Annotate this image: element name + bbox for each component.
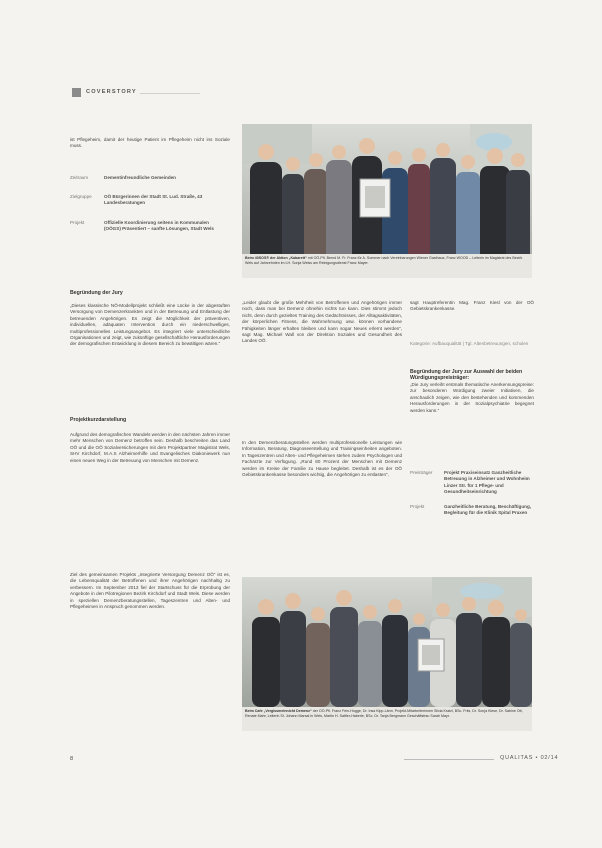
winner-meta bbox=[410, 470, 534, 517]
photo-illustration bbox=[242, 124, 532, 269]
page-number: 8 bbox=[70, 756, 74, 762]
caption-bold: Beim Cafe „Vergissmeinnicht Demenz“ bbox=[245, 709, 312, 713]
body-paragraph: „Dieses klassische NÖ-Modellprojekt schließt eine Lücke in der abgestuften Versorgung von Demenzerkrankten und in der Betreuung und Entlastung der betreuenden Angehörigen. Es zeigt die Möglichkeit der präventiven, individuellen, adäquaten Intervention durch ein niederschwelliges, multiprofessionelles Leistungsangebot. Es integriert viele unterschiedliche Organisationen und zeigt, wie zukünftige gesellschaftliche Herausforderungen der demografischen Entwicklung in diesem Bereich zu bewältigen wären.“ bbox=[70, 303, 230, 347]
photo-caption bbox=[242, 707, 532, 731]
meta-value: Offizielle Koordinierung seitens in Kommunalen (OÖGS) Präsentiert – sanfte Lösungen, Stadt Wels bbox=[104, 220, 214, 232]
heading-jury: Begründung der Jury bbox=[70, 290, 123, 296]
group-photo-cafe bbox=[242, 577, 532, 707]
heading-award-reason: Begründung der Jury zur Auswahl der beiden Würdigungspreisträger: bbox=[410, 369, 523, 382]
project-meta bbox=[70, 175, 224, 233]
meta-value: Dementinfreundliche Gemeinden bbox=[104, 175, 176, 180]
meta-key: Zeitraum bbox=[70, 175, 89, 180]
meta-key: Preisträger bbox=[410, 470, 433, 475]
meta-row bbox=[410, 470, 534, 504]
body-paragraph: sagt Hauptreferentin Mag. Franz Kiesl von der OÖ Gebietskrankenkasse. bbox=[410, 300, 534, 312]
meta-row bbox=[70, 175, 224, 194]
category-meta: Kategorie: Aufbauqualität | Tgl. Altenbetreuungen, schulen bbox=[410, 340, 529, 346]
caption-text: der OÖ-Pfl. Franz Fein-Hogge, Dr. Insa Kipp-Lärm, Projekt-Mitarbeiterinnen Silvia Kratzl, BSc. Fritz, Dr. Sonja Kiese, Dr. Sabine Ott, Renate Mahr, Leiterin St. Johann Marsal in Wels, Martin H. Sattler-Haberle, BSc. Dr. Tanja Bergmann Geschäftsfrau Sarah Mayr. bbox=[245, 709, 523, 718]
meta-value: Ganzheitliche Beratung, Beschäftigung, Begleitung für die Klinik Spital Praxen bbox=[444, 504, 532, 516]
group-photo-award bbox=[242, 124, 532, 269]
body-paragraph: In den Demenzberatungsstellen werden multiprofessionelle Leistungen wie Information, Beratung, Diagnoseerstellung und Trainingseinheiten angeboten. In Tageszentren und Alten- und Pflegeheimen stehen zudem Psychologen und Fachärzte zur Verfügung. „Rund 80 Prozent der Menschen mit Demenz werden im Kreise der Familie zu Hause begleitet. Deshalb ist es der OÖ Gebietskrankenkasse besonders wichtig, die Angehörigen zu entlasten“, bbox=[242, 440, 402, 478]
section-rule bbox=[140, 93, 200, 94]
meta-value: OÖ Bürgerinnen der Stadt St. Lud. Straße, 43 Landesberatungen bbox=[104, 194, 203, 206]
meta-row bbox=[70, 220, 224, 233]
intro-text: ist Pflegeheim, damit der heutige Patient im Pflegeheim nicht ins Soziale muss. bbox=[70, 137, 230, 149]
meta-value: Projekt Praxiseinsatz Ganzheitliche Betreuung in Alzheimer und Wohnheim Linzer Str. für 1 Pflege- und Gesundheitseinrichtung bbox=[444, 470, 530, 495]
body-paragraph: „Die Jury verleiht erstmals thematische Anerkennungspreise: zur besonderen Würdigung zweier Initiativen, die anschaulich zeigen, wie den bestehenden und kommenden Herausforderungen in der Sozialpsychiatrie begegnet werden kann.“ bbox=[410, 382, 534, 413]
body-paragraph: Ziel des gemeinsamen Projekts „Integrierte Versorgung Demenz OÖ“ ist es, die Lebensqualität der Betroffenen und ihrer Angehörigen nachhaltig zu verbessern. Im September 2013 fiel der Startschuss für die Erprobung der Angebote in den Pilotregionen Bezirk Kirchdorf und Stadt Wels. Diese werden in speziellen Demenzberatungsstellen, Tageszentren und Alten- und Pflegeheimen in Anspruch genommen werden. bbox=[70, 572, 230, 610]
section-label: COVERSTORY bbox=[86, 89, 137, 95]
caption-bold: Beim 40SOS® der Aktion „Kabarett“ bbox=[245, 256, 307, 260]
meta-key: Projekt bbox=[70, 220, 85, 225]
meta-row bbox=[410, 504, 534, 517]
body-paragraph: Aufgrund des demografischen Wandels werden in den nächsten Jahren immer mehr Menschen von Demenz betroffen sein. Deshalb beschreiten das Land OÖ und die OÖ Sozialversicherungen mit dem Projektpartner Magistrat Wels, SHV Kirchdorf, M.A.S Alzheimerhilfe und Evangelisches Diakoniewerk nun einen neuen Weg in der Betreuung von Menschen mit Demenz. bbox=[70, 432, 230, 463]
heading-project: Projektkurzdarstellung bbox=[70, 417, 127, 423]
photo-caption bbox=[242, 254, 532, 278]
meta-key: Zielgruppe bbox=[70, 194, 92, 199]
meta-row bbox=[70, 194, 224, 220]
magazine-brand: QUALITAS • 02/14 bbox=[500, 755, 559, 761]
caption-text: mit OÖ-Pfl. Bernd M. Fr. Franz für A. Sommer nach Vereinbarungen Wiener Gasthaus, Franz WOOD – Leiterin im Magistrat des Bezirk Wels auf Jahrzehnten im LH. Sonja Weiss am Reinigungsdienst Franz Mayer. bbox=[245, 256, 523, 265]
footer-rule bbox=[404, 759, 494, 760]
meta-key: Projekt bbox=[410, 504, 425, 509]
section-marker bbox=[72, 88, 81, 97]
body-paragraph: „Leider glaubt die große Mehrheit von Betroffenen und Angehörigen immer noch, dass man bei Demenz ohnehin nichts tun kann. Dies stimmt jedoch nicht, denn durch gezieltes Training des Gedächtnisses, der Alltagsaktivitäten, der körperlichen Fitness, die Wahrnehmung usw. können vorhandene Fähigkeiten länger erhalten bleiben und kann sogar Neues erlernt werden“, sagt Mag. Michael Wall von der Direktion Soziales und Gesundheit des Landes OÖ. bbox=[242, 300, 402, 344]
photo-illustration bbox=[242, 577, 532, 707]
